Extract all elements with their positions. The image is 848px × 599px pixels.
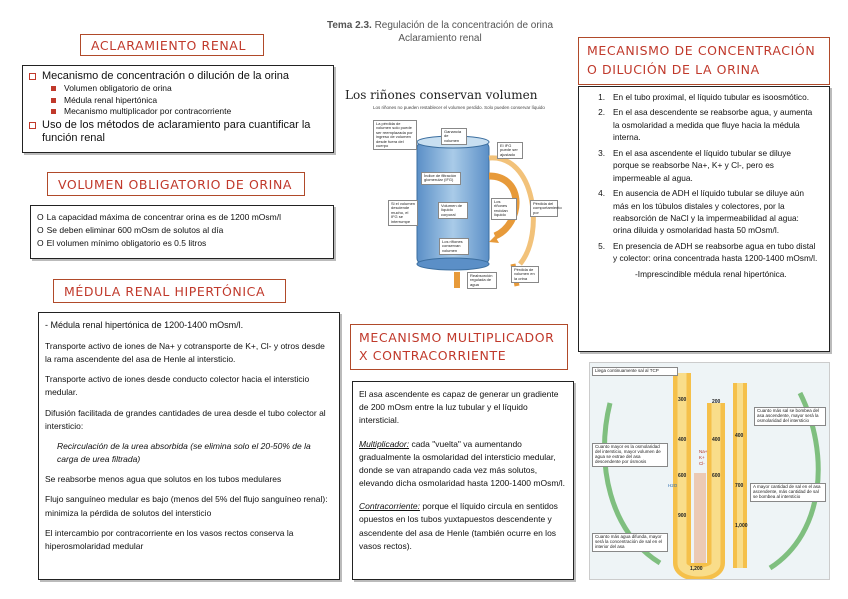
multiplicador-term: Multiplicador:: [359, 438, 410, 449]
concentracion-step: 2. En el asa descendente se reabsorbe agua, y aumenta la osmolaridad a medida que fluye hacia la médula interna.: [595, 106, 819, 143]
medula-heading: MÉDULA RENAL HIPERTÓNICA: [53, 279, 286, 303]
circle-bullet-icon: O: [37, 238, 44, 249]
square-bullet-icon: [29, 122, 36, 129]
multiplicador-box: [352, 381, 574, 580]
medula-box: [38, 312, 340, 580]
figure-label: Reabsorción regulada de agua: [467, 272, 497, 289]
ion-label: Cl-: [699, 461, 705, 466]
circle-bullet-icon: O: [37, 225, 44, 236]
topic-subtitle: Aclaramiento renal: [398, 32, 482, 44]
aclaramiento-subitem: [29, 106, 327, 117]
document-title: [300, 20, 580, 45]
volumen-item-text: El volumen mínimo obligatorio es 0.5 litros: [46, 238, 207, 249]
ion-label: Na+: [699, 449, 708, 454]
osmolarity-value: 400: [735, 433, 744, 439]
kidney-volume-figure: [345, 88, 575, 288]
concentracion-box: [578, 86, 830, 352]
osmolarity-value: 600: [712, 473, 721, 479]
figure-label: Volumen de líquido corporal: [438, 202, 468, 219]
concentracion-step: 5. En presencia de ADH se reabsorbe agua en tubo distal y colector: orina concentrada hasta 1200-1400 mOsm/l.: [598, 240, 818, 264]
topic-title: Regulación de la concentración de orina: [374, 20, 554, 31]
osmolarity-value: 300: [678, 397, 687, 403]
figure-label: Los riñones reciclan líquido: [491, 198, 517, 220]
aclaramiento-item: [29, 119, 327, 145]
figure-label: Ganancia de volumen: [441, 128, 467, 145]
ion-label: K+: [699, 455, 705, 460]
filled-bullet-icon: [51, 86, 56, 91]
figure-label: La pérdida de volumen solo puede ser reemplazada por ingreso de volumen desde fuera del cuerpo: [373, 120, 417, 150]
aclaramiento-subitem: [29, 95, 327, 106]
volumen-item-text: Se deben eliminar 600 mOsm de solutos al día: [46, 225, 224, 236]
concentracion-step-text: En el tubo proximal, el líquido tubular es isoosmótico.: [613, 92, 810, 102]
figure-label: Pérdida del comportamiento por: [530, 200, 558, 217]
concentracion-step-text: En el asa descendente se reabsorbe agua, y aumenta la osmolaridad a medida que fluye hacia la médula interna.: [613, 107, 813, 143]
concentracion-step: 4. En ausencia de ADH el líquido tubular se diluye aún más en los túbulos distales y colectores, por la reabsorción de NaCl y la impermeabilidad al agua: orina diluida y osmolaridad hasta 50 mOsm/l.: [595, 187, 819, 237]
medula-paragraph: Se reabsorbe menos agua que solutos en los tubos medulares: [45, 474, 282, 485]
medula-paragraph: Recirculación de la urea absorbida (se elimina solo el 20-50% de la carga de urea filtrada): [57, 440, 311, 465]
medula-paragraph: Difusión facilitada de grandes cantidades de urea desde el tubo colector al intersticio:: [45, 407, 326, 431]
concentracion-footer: -Imprescindible médula renal hipertónica.: [635, 268, 787, 279]
osmolarity-value: 900: [678, 513, 687, 519]
aclaramiento-list: [23, 66, 333, 149]
aclaramiento-item-text: Uso de los métodos de aclaramiento para cuantificar la función renal: [42, 118, 311, 144]
topic-label: Tema 2.3.: [326, 20, 372, 31]
aclaramiento-item: [29, 70, 327, 83]
figure-subtitle: Los riñones no pueden restablecer el volumen perdido. Solo pueden conservar líquido: [373, 105, 545, 110]
circle-bullet-icon: O: [37, 212, 44, 222]
figure-label: Si el volumen desciende mucho, el IFG se interrumpe: [388, 200, 418, 226]
figure-label: Los riñones conservan volumen: [439, 238, 469, 255]
osmolarity-value: 700: [735, 483, 744, 489]
medula-paragraph: Flujo sanguíneo medular es bajo (menos del 5% del flujo sanguíneo renal): minimiza la pérdida de solutos del intersticio: [45, 494, 328, 518]
volumen-item-text: La capacidad máxima de concentrar orina es de 1200 mOsm/l: [46, 212, 281, 222]
step-label: Llega continuamente sal al TCP: [592, 367, 678, 376]
figure-label: Pérdida de volumen en la orina: [511, 266, 539, 283]
aclaramiento-box: [22, 65, 334, 153]
concentracion-step-text: En el asa ascendente el líquido tubular se diluye porque se reabsorbe Na+, K+ y Cl-, pero es impermeable al agua.: [613, 147, 792, 183]
multiplicador-text: cada "vuelta" va aumentando gradualmente la osmolaridad del intersticio medular, donde se van atrapando cada vez más solutos, elevando dicha osmolaridad hasta 1200-1400 mOsm/l.: [359, 438, 566, 489]
osmolarity-value: 1,000: [735, 523, 748, 529]
medula-paragraph: - Médula renal hipertónica de 1200-1400 mOsm/l.: [45, 320, 244, 330]
step-label: Cuanto más sal se bombea del asa ascendente, mayor será la osmolaridad del intersticio: [754, 407, 826, 426]
aclaramiento-subitem-text: Volumen obligatorio de orina: [64, 83, 172, 94]
square-bullet-icon: [29, 73, 36, 80]
figure-title: Los riñones conservan volumen: [345, 88, 538, 102]
figure-label: Índice de filtración glomerular (IFG): [421, 172, 461, 185]
multiplicador-paragraph: [353, 438, 573, 491]
step-label: Cuanto mayor es la osmolaridad del intersticio, mayor volumen de agua se extrae del asa descendente por ósmosis: [592, 443, 668, 467]
volumen-box: [30, 205, 334, 259]
osmolarity-value: 1,200: [690, 566, 703, 572]
osmolarity-value: 200: [712, 399, 721, 405]
osmolarity-value: 600: [678, 473, 687, 479]
volumen-item: [37, 211, 327, 224]
medula-paragraph: El intercambio por contracorriente en los vasos rectos conserva la hiperosmolaridad medular: [45, 527, 294, 551]
osmolarity-value: 400: [712, 437, 721, 443]
contracorriente-text: porque el líquido circula en sentidos opuestos en los tubos yuxtapuestos descendente y ascendente del asa de Henle (también ocurre en los vasos rectos).: [359, 501, 558, 551]
contracorriente-term: Contracorriente:: [359, 501, 420, 512]
water-label: H2O: [668, 483, 678, 488]
countercurrent-figure: [589, 362, 830, 580]
aclaramiento-subitem-text: Médula renal hipertónica: [64, 94, 158, 105]
aclaramiento-subitem: [29, 83, 327, 94]
concentracion-step-text: En presencia de ADH se reabsorbe agua en tubo distal y colector: orina concentrada hasta 1200-1400 mOsm/l.: [613, 240, 818, 264]
osmolarity-value: 400: [678, 437, 687, 443]
volumen-heading: VOLUMEN OBLIGATORIO DE ORINA: [47, 172, 305, 196]
medula-paragraph: Transporte activo de iones desde conducto colector hacia el intersticio medular.: [45, 374, 310, 398]
contracorriente-paragraph: [353, 500, 573, 553]
concentracion-heading: MECANISMO DE CONCENTRACIÓN O DILUCIÓN DE LA ORINA: [578, 37, 830, 85]
aclaramiento-subitem-text: Mecanismo multiplicador por contracorriente: [64, 106, 232, 117]
concentracion-step: 1. En el tubo proximal, el líquido tubular es isoosmótico.: [598, 92, 810, 102]
multiplicador-heading: MECANISMO MULTIPLICADOR X CONTRACORRIENTE: [350, 324, 568, 370]
filled-bullet-icon: [51, 98, 56, 103]
volumen-item: [37, 224, 327, 237]
multiplicador-intro: El asa ascendente es capaz de generar un gradiente de 200 mOsm entre la luz tubular y el líquido intersticial.: [359, 389, 559, 426]
aclaramiento-heading: ACLARAMIENTO RENAL: [80, 34, 264, 56]
concentracion-step: 3. En el asa ascendente el líquido tubular se diluye porque se reabsorbe Na+, K+ y Cl-, pero es impermeable al agua.: [595, 147, 819, 184]
step-label: Cuanto más agua difunda, mayor será la concentración de sal en el interior del asa: [592, 533, 668, 552]
filled-bullet-icon: [51, 109, 56, 114]
volumen-item: [37, 237, 327, 250]
figure-label: El IFG puede ser ajustado: [497, 142, 523, 159]
concentracion-step-text: En ausencia de ADH el líquido tubular se diluye aún más en los túbulos distales y colectores, por la reabsorción de NaCl y la impermeabilidad al agua: orina diluida y osmolaridad hasta 50 mOsm/l.: [613, 188, 804, 236]
aclaramiento-item-text: Mecanismo de concentración o dilución de la orina: [42, 70, 290, 82]
medula-paragraph: Transporte activo de iones de Na+ y cotransporte de K+, Cl- y otros desde la rama ascendente del asa de Henle al intersticio.: [45, 340, 325, 365]
step-label: A mayor cantidad de sal en el asa ascendente, más cantidad de sal se bombea al intersticio: [750, 483, 826, 502]
